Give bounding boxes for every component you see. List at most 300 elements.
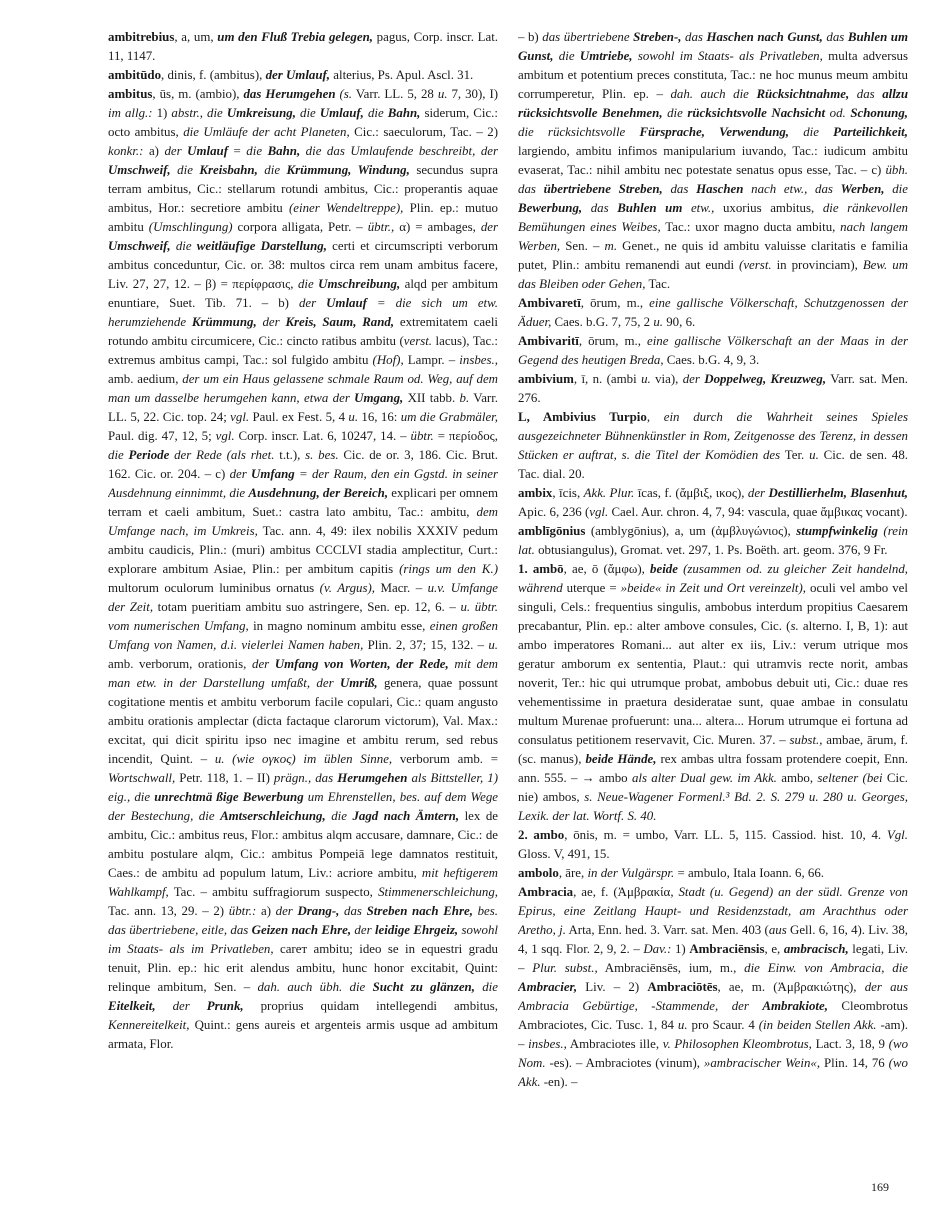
- entry-text-segment: 1): [671, 942, 690, 956]
- entry-text-segment: Plin. 14, 76: [820, 1056, 889, 1070]
- entry-text-segment: (rein lat.: [518, 524, 908, 557]
- entry-text-segment: ,: [646, 410, 664, 424]
- entry-text-segment: der: [480, 220, 498, 234]
- dictionary-entry: [108, 28, 498, 66]
- entry-text-segment: Bahn,: [387, 106, 421, 120]
- entry-text-segment: , dinis, f. (ambitus),: [161, 68, 266, 82]
- entry-text-segment: , ūs, m. (ambio),: [152, 87, 244, 101]
- dictionary-entry: [518, 28, 908, 294]
- entry-text-segment: Varr. sat. Men. 276.: [518, 372, 908, 405]
- entry-text-segment: die Einw. von Ambracia, die: [744, 961, 908, 975]
- entry-text-segment: = ambulo, Itala Ioann. 6, 66.: [674, 866, 824, 880]
- entry-text-segment: (wie ογκος): [224, 752, 304, 766]
- entry-headword: ambitus: [108, 87, 153, 101]
- entry-text-segment: Corp. inscr. Lat. 6, 10247, 14. –: [234, 429, 411, 443]
- entry-text-segment: ambo,: [776, 771, 818, 785]
- entry-text-segment: seltener (bei: [817, 771, 883, 785]
- entry-text-segment: pro Scaur. 4: [687, 1018, 759, 1032]
- entry-text-segment: Haschen: [696, 182, 744, 196]
- entry-text-segment: u.: [214, 752, 225, 766]
- entry-text-segment: b.: [459, 391, 470, 405]
- entry-text-segment: , āre,: [558, 866, 588, 880]
- entry-text-segment: dah. auch übh. die: [257, 980, 373, 994]
- entry-text-segment: Tac. ann. 4, 49: ilex nobilis XXXIV pedum ambitu caudicis, Plin.: (muri) ambitus CCCLVI stadia amplectitur, Curt.: explorare ambitum Asiae, Plin.: per ambitum capitis: [108, 524, 498, 576]
- entry-text-segment: (Hof),: [372, 353, 404, 367]
- entry-text-segment: , ae, m. (Ἀμβρακιώτης),: [717, 980, 865, 994]
- entry-text-segment: Lampr. –: [403, 353, 460, 367]
- entry-text-segment: der: [229, 467, 252, 481]
- entry-text-segment: Tac.: uxor magno ducta ambitu,: [660, 220, 841, 234]
- entry-text-segment: die: [553, 49, 580, 63]
- entry-text-segment: Sen. –: [560, 239, 605, 253]
- entry-text-segment: =: [228, 144, 247, 158]
- entry-text-segment: »ambracischer Wein«,: [703, 1056, 821, 1070]
- dictionary-entry: [518, 560, 908, 826]
- entry-text-segment: Varr. LL. 5, 22. Cic. top. 24;: [108, 391, 498, 424]
- entry-text-segment: bes. das übertriebene, eitle, das: [108, 904, 498, 937]
- entry-text-segment: Schonung,: [850, 106, 908, 120]
- entry-text-segment: übertriebene Streben,: [543, 182, 663, 196]
- entry-text-segment: s.: [790, 619, 799, 633]
- entry-text-segment: (verst.: [739, 258, 772, 272]
- entry-text-segment: Umtriebe,: [579, 49, 633, 63]
- entry-text-segment: Ambrakiote,: [762, 999, 828, 1013]
- entry-text-segment: = περίοδος,: [433, 429, 498, 443]
- entry-text-segment: übh. das: [518, 163, 908, 196]
- entry-text-segment: die: [170, 163, 200, 177]
- entry-text-segment: subst.,: [789, 733, 823, 747]
- entry-text-segment: der Rede (als rhet.: [169, 448, 280, 462]
- entry-text-segment: Ambracier,: [518, 980, 578, 994]
- entry-text-segment: corpora alligata, Petr. –: [232, 220, 368, 234]
- entry-text-segment: der: [351, 923, 375, 937]
- entry-text-segment: mit dem man etw. in der Darstellung umfaßt, der: [108, 657, 498, 690]
- entry-text-segment: »beide« in Zeit und Ort vereinzelt),: [620, 581, 806, 595]
- entry-text-segment: uxorius ambitus,: [714, 201, 823, 215]
- entry-text-segment: u. übtr. vom numerischen Umfang,: [108, 600, 498, 633]
- entry-text-segment: pagus, Corp. inscr. Lat. 11, 1147.: [108, 30, 498, 63]
- entry-text-segment: weitläufige Darstellung,: [196, 239, 327, 253]
- entry-text-segment: abstr., die: [171, 106, 227, 120]
- entry-text-segment: die: [297, 277, 319, 291]
- entry-text-segment: Bahn,: [267, 144, 301, 158]
- dictionary-entry: [518, 826, 908, 864]
- entry-text-segment: die Umläufe der acht Planeten,: [183, 125, 350, 139]
- page-number: 169: [871, 1180, 889, 1194]
- entry-text-segment: Sucht zu glänzen,: [372, 980, 475, 994]
- entry-text-segment: Akk. Plur.: [583, 486, 635, 500]
- entry-text-segment: Werben,: [840, 182, 885, 196]
- entry-text-segment: Gell. 6, 16, 4). Liv. 38, 4, 1 sqq. Flor. 2, 9, 2. –: [518, 923, 908, 956]
- entry-text-segment: Doppelweg, Kreuzweg,: [704, 372, 827, 386]
- entry-text-segment: der aus Ambracia Gebürtige, -Stammende, der: [518, 980, 908, 1013]
- entry-text-segment: (v. Argus),: [319, 581, 376, 595]
- entry-text-segment: Liv. – 2): [577, 980, 648, 994]
- entry-text-segment: Umlauf: [326, 296, 367, 310]
- entry-text-segment: 7, 30), I): [447, 87, 498, 101]
- entry-text-segment: Caes. b.G. 4, 9, 3.: [663, 353, 760, 367]
- entry-text-segment: Wortschwall,: [108, 771, 176, 785]
- entry-text-segment: genera, quae possunt cogitatione mentis et ambitu verborum facile copulari, Cic.: quam angusto ambitu orationis amplectar (dicta factaque clarorum victorum), Val. Max.: excitat, qui dicit spiritu ipso nec imagine et ambitu rerum, sed rebus incendit, Quint. –: [108, 676, 498, 766]
- entry-text-segment: = die sich um etw. herumziehende: [108, 296, 498, 329]
- entry-text-segment: s. bes.: [305, 448, 339, 462]
- entry-text-segment: um die Grabmäler,: [400, 410, 498, 424]
- entry-text-segment: (wo Akk.: [518, 1056, 908, 1089]
- entry-text-segment: sowohl im Staats- als Privatleben,: [632, 49, 823, 63]
- entry-text-segment: extremitatem caeli rotundo ambitu circumicere, Cic.: cincto ratibus ambitu (: [108, 315, 498, 348]
- entry-text-segment: lex de ambitu, Cic.: ambitus reus, Flor.: ambitus alqm accusare, damnare, Cic.: de ambitu postulare alqm, Cic.: ambitus Pompeiā lege damnatos restituit, Caes.: de ambitu ad populum latum, Liv.: acriore ambitu,: [108, 809, 498, 880]
- entry-text-segment: Jagd nach Ämtern,: [352, 809, 460, 823]
- dictionary-entry: [518, 294, 908, 332]
- entry-text-segment: (Umschlingung): [148, 220, 233, 234]
- entry-text-segment: vgl.: [589, 505, 609, 519]
- entry-text-segment: = der Raum, den ein Ggstd. in seiner Ausdehnung einnimmt, die: [108, 467, 498, 500]
- entry-text-segment: s. Neue-Wagener Formenl.³ Bd. 2. S. 279 u. 280 u. Georges, Lexik. der lat. Wortf. S. 40.: [518, 790, 908, 823]
- entry-text-segment: s.: [343, 87, 353, 101]
- entry-text-segment: ambae, ārum, f. (sc. manus),: [518, 733, 908, 766]
- entry-text-segment: Umlauf: [187, 144, 228, 158]
- entry-text-segment: alqd per ambitum enuntiare, Suet. Tib. 71. – b): [108, 277, 498, 310]
- entry-text-segment: um den Fluß Trebia gelegen,: [217, 30, 373, 44]
- entry-text-segment: amb. verborum, orationis,: [108, 657, 253, 671]
- entry-text-segment: Umfang: [251, 467, 295, 481]
- entry-text-segment: -en). –: [540, 1075, 578, 1089]
- entry-text-segment: der: [256, 315, 286, 329]
- entry-text-segment: Umschweif,: [108, 239, 171, 253]
- entry-headword: ambitūdo: [108, 68, 162, 82]
- entry-text-segment: Krümmung, Windung,: [286, 163, 410, 177]
- entry-text-segment: Ausdehnung, der Bereich,: [248, 486, 389, 500]
- entry-text-segment: der: [298, 296, 327, 310]
- entry-text-segment: übtr.,: [367, 220, 395, 234]
- entry-text-segment: der: [252, 657, 275, 671]
- entry-text-segment: im allg.:: [108, 106, 153, 120]
- entry-text-segment: Plur. subst.,: [532, 961, 598, 975]
- entry-text-segment: uterque =: [562, 581, 621, 595]
- entry-text-segment: īcas, f. (ἄμβιξ, ικος),: [634, 486, 748, 500]
- entry-text-segment: siderum, Cic.: octo ambitus,: [108, 106, 498, 139]
- entry-text-segment: das: [339, 904, 367, 918]
- entry-text-segment: dah. auch die: [670, 87, 757, 101]
- entry-text-segment: der: [682, 372, 705, 386]
- entry-headword: ambix: [518, 486, 553, 500]
- entry-text-segment: u.: [437, 87, 448, 101]
- entry-text-segment: Lact. 3, 18, 9: [811, 1037, 889, 1051]
- entry-text-segment: nach etw., das: [743, 182, 841, 196]
- dictionary-entry: [518, 522, 908, 560]
- entry-text-segment: carет ambitu; ideo se in equestri gradu tenuit, Plin. ep.: hic erit alendus ambitu, hunc honor excitabit, Quint: relinque ambitum, Sen. –: [108, 942, 498, 994]
- entry-text-segment: , e,: [764, 942, 784, 956]
- entry-text-segment: (zusammen od. zu gleicher Zeit handelnd, während: [518, 562, 908, 595]
- entry-text-segment: die: [884, 182, 908, 196]
- entry-text-segment: das: [662, 182, 697, 196]
- entry-text-segment: Macr. –: [375, 581, 428, 595]
- entry-text-segment: Buhlen um: [617, 201, 683, 215]
- entry-text-segment: die: [257, 163, 287, 177]
- left-column: [108, 28, 498, 1178]
- entry-text-segment: etw.,: [682, 201, 715, 215]
- entry-text-segment: Tac.: [645, 277, 671, 291]
- entry-text-segment: beide Hände,: [585, 752, 657, 766]
- entry-text-segment: Umriß,: [339, 676, 378, 690]
- entry-text-segment: übtr.: [410, 429, 434, 443]
- entry-text-segment: Amtserschleichung,: [220, 809, 326, 823]
- entry-text-segment: in provinciam),: [771, 258, 863, 272]
- entry-text-segment: das: [681, 30, 707, 44]
- entry-text-segment: od.: [825, 106, 851, 120]
- entry-text-segment: Cic. de or. 3, 186. Cic. Brut. 162. Cic. or. 204. – c): [108, 448, 498, 481]
- entry-text-segment: beide: [650, 562, 678, 576]
- entry-text-segment: verborum amb. =: [392, 752, 498, 766]
- entry-text-segment: Kreisbahn,: [199, 163, 258, 177]
- entry-text-segment: die: [474, 980, 498, 994]
- entry-headword: Ambracia: [518, 885, 574, 899]
- entry-text-segment: Bew. um das Bleiben oder Gehen,: [518, 258, 908, 291]
- entry-text-segment: die: [108, 448, 129, 462]
- entry-text-segment: certi et circumscripti verborum ambitus conceduntur, Cic. or. 38: multos circa rem unam ambitus facere, Liv. 27, 27, 12. – β) = περίφρασις,: [108, 239, 498, 291]
- entry-text-segment: verst.: [403, 334, 433, 348]
- entry-text-segment: Buhlen um Gunst,: [518, 30, 908, 63]
- entry-text-segment: insbes.,: [459, 353, 498, 367]
- entry-text-segment: Varr. LL. 5, 28: [352, 87, 438, 101]
- entry-text-segment: totam pueritiam ambitu suo astringere, Sen. ep. 12, 6. –: [153, 600, 461, 614]
- entry-text-segment: Kreis, Saum, Rand,: [285, 315, 395, 329]
- entry-text-segment: die das Umlaufende beschreibt, der: [300, 144, 498, 158]
- entry-text-segment: rücksichtsvolle Nachsicht: [687, 106, 826, 120]
- entry-headword: ambivium: [518, 372, 574, 386]
- entry-text-segment: um Ehrenstellen, bes. auf dem Wege der Bestechung, die: [108, 790, 498, 823]
- entry-text-segment: Umlauf,: [319, 106, 364, 120]
- entry-headword: 1. ambō: [518, 562, 564, 576]
- entry-text-segment: Umkreisung,: [226, 106, 296, 120]
- entry-text-segment: – b): [518, 30, 543, 44]
- entry-text-segment: (amblygōnius), a, um (ἀμβλυγώνιος),: [585, 524, 797, 538]
- entry-text-segment: Plin. 2, 37; 15, 132. –: [363, 638, 489, 652]
- entry-text-segment: explicari per omnem terram et caeli ambitum, Suet.: castra lato ambitu, Tac.: ambitu,: [108, 486, 498, 519]
- entry-text-segment: die: [662, 106, 688, 120]
- entry-text-segment: die ränkevollen Bemühungen eines Weibes,: [518, 201, 908, 234]
- entry-text-segment: t.t.),: [279, 448, 306, 462]
- entry-text-segment: Tac. ann. 13, 29. – 2): [108, 904, 229, 918]
- entry-text-segment: das: [849, 87, 883, 101]
- entry-text-segment: Arta, Enn. hed. 3. Varr. sat. Men. 403 (: [565, 923, 769, 937]
- entry-text-segment: Cael. Aur. chron. 4, 7, 94: vascula, quae ἄμβικας vocant).: [608, 505, 908, 519]
- entry-text-segment: Parteilichkeit,: [833, 125, 908, 139]
- entry-text-segment: Quint.: gens aureis et argenteis armis usque ad ambitum armata, Flor.: [108, 1018, 498, 1051]
- entry-text-segment: a): [256, 904, 276, 918]
- entry-text-segment: Ambraciēnsis: [689, 942, 765, 956]
- entry-text-segment: die: [789, 125, 834, 139]
- entry-text-segment: multa adversus ambitum et potentium preces constituta, Tac.: ne hoc munus meum ambitu corrumperetur, Plin. ep. –: [518, 49, 908, 101]
- entry-text-segment: Genet., ne quis id ambitu valuisse claritatis e familia putet, Plin.: ambitu remanendi aut eundi: [518, 239, 908, 272]
- entry-text-segment: m.: [604, 239, 618, 253]
- entry-text-segment: Drang-,: [297, 904, 340, 918]
- entry-text-segment: 90, 6.: [663, 315, 696, 329]
- entry-text-segment: multorum oculorum luminibus ornatus: [108, 581, 320, 595]
- entry-text-segment: eine gallische Völkerschaft an der Maas in der Gegend des heutigen Breda,: [518, 334, 908, 367]
- entry-text-segment: als alter Dual gew. im Akk.: [631, 771, 777, 785]
- entry-text-segment: der: [164, 144, 188, 158]
- entry-text-segment: Herumgehen: [337, 771, 408, 785]
- entry-text-segment: Umschweif,: [108, 163, 171, 177]
- entry-text-segment: leidige Ehrgeiz,: [374, 923, 459, 937]
- entry-text-segment: Vgl.: [886, 828, 908, 842]
- entry-text-segment: amb. aedium,: [108, 372, 183, 386]
- entry-text-segment: das: [582, 201, 618, 215]
- entry-text-segment: Cic. de sen. 48. Tac. dial. 20.: [518, 448, 908, 481]
- entry-text-segment: die: [246, 144, 268, 158]
- entry-text-segment: secundus supra terram ambitus, Cic.: stellarum rotundi ambitus, Cic.: properantis aquae ambitus, Hor.: secretiore ambitu: [108, 163, 498, 215]
- entry-headword: 2. ambo: [518, 828, 565, 842]
- entry-text-segment: 1): [152, 106, 172, 120]
- entry-text-segment: (wo Nom.: [518, 1037, 908, 1070]
- entry-text-segment: Streben-,: [633, 30, 682, 44]
- entry-text-segment: eine gallische Völkerschaft, Schutzgenossen der Äduer,: [518, 296, 908, 329]
- entry-text-segment: , īcis,: [552, 486, 584, 500]
- entry-text-segment: Ter.: [780, 448, 810, 462]
- entry-text-segment: -am). –: [518, 1018, 908, 1051]
- entry-text-segment: Gloss. V, 491, 15.: [518, 847, 610, 861]
- entry-text-segment: nach langem Werben,: [518, 220, 908, 253]
- entry-text-segment: via),: [650, 372, 683, 386]
- entry-text-segment: Cic.: saeculorum, Tac. – 2): [349, 125, 498, 139]
- entry-text-segment: u.: [809, 448, 819, 462]
- entry-text-segment: Bewerbung,: [518, 201, 583, 215]
- entry-text-segment: u.: [653, 315, 664, 329]
- entry-text-segment: einen großen Umfang von Namen, d.i. vielerlei Namen haben,: [108, 619, 498, 652]
- entry-text-segment: die rücksichtsvolle: [518, 125, 640, 139]
- entry-headword: ambitrebius: [108, 30, 175, 44]
- entry-text-segment: obtusiangulus), Gromat. vet. 297, 1. Ps. Boëth. art. geom. 376, 9 Fr.: [534, 543, 888, 557]
- entry-text-segment: Umschreibung,: [318, 277, 401, 291]
- entry-text-segment: stumpfwinkelig: [796, 524, 878, 538]
- entry-headword: L, Ambivius Turpio: [518, 410, 647, 424]
- entry-text-segment: Periode: [128, 448, 170, 462]
- entry-text-segment: Umgang,: [354, 391, 404, 405]
- entry-text-segment: der: [275, 904, 298, 918]
- entry-text-segment: aus: [768, 923, 787, 937]
- entry-text-segment: der um ein Haus gelassene schmale Raum od. Weg, auf dem man um dasselbe herumgehen kann, etwa der: [108, 372, 498, 405]
- right-column: [518, 28, 908, 1178]
- entry-text-segment: (einer Wendeltreppe),: [288, 201, 404, 215]
- entry-text-segment: übtr.:: [228, 904, 257, 918]
- entry-headword: Ambivaretī: [518, 296, 581, 310]
- entry-text-segment: Cic. nie) ambos,: [518, 771, 908, 804]
- entry-text-segment: Caes. b.G. 7, 75, 2: [551, 315, 654, 329]
- entry-text-segment: Petr. 118, 1. – II): [175, 771, 274, 785]
- entry-text-segment: Ambraciēnsēs, ium, m.,: [597, 961, 745, 975]
- entry-text-segment: Haschen nach Gunst,: [706, 30, 823, 44]
- entry-text-segment: Tac. – ambitu suffragiorum suspecto,: [168, 885, 379, 899]
- entry-text-segment: der: [747, 486, 769, 500]
- entry-text-segment: , ae, f. (Ἀμβρακία,: [573, 885, 679, 899]
- entry-text-segment: insbes.,: [528, 1037, 567, 1051]
- entry-text-segment: Paul. dig. 47, 12, 5;: [108, 429, 216, 443]
- entry-text-segment: lacus), Tac.: extremus ambitus campi, Tac.: sol fulgido ambitu: [108, 334, 498, 367]
- entry-text-segment: Geizen nach Ehre,: [251, 923, 352, 937]
- entry-text-segment: u.v. Umfange der Zeit,: [108, 581, 498, 614]
- dictionary-entry: [518, 883, 908, 1092]
- entry-text-segment: rex ambas ultra fossam protendere coepit, Enn. ann. 555. – → ambo: [518, 752, 908, 785]
- entry-text-segment: Prunk,: [206, 999, 244, 1013]
- entry-text-segment: Streben nach Ehre,: [366, 904, 473, 918]
- entry-text-segment: -es). – Ambraciotes (vinum),: [545, 1056, 704, 1070]
- entry-text-segment: Plin. ep.: mutuo ambitu: [108, 201, 498, 234]
- entry-text-segment: als Bittsteller, 1) eig., die: [108, 771, 498, 804]
- entry-text-segment: ein durch die Wahrheit seines Spieles ausgezeichneter Bühnenkünstler in Rom, Zeitgenosse des Terenz, in dessen Stücken er auftrat, s. die Titel der Komödien des: [518, 410, 908, 462]
- dictionary-entry: [518, 484, 908, 522]
- entry-text-segment: der Umlauf,: [265, 68, 331, 82]
- entry-text-segment: (in beiden Stellen Akk.: [758, 1018, 877, 1032]
- entry-text-segment: die: [295, 106, 320, 120]
- entry-text-segment: largiendo, ambitu infimos manipularium iuvando, Tac.: iudicum ambitu evaserat, Tac.: nihil ambitu nec potestate senatus opus esse, Tac. – c): [518, 144, 908, 177]
- entry-text-segment: ambracisch,: [783, 942, 849, 956]
- entry-text-segment: (rings um den K.): [399, 562, 498, 576]
- dictionary-entry: [518, 332, 908, 370]
- entry-text-segment: , a, um,: [174, 30, 218, 44]
- entry-text-segment: Destillierhelm, Blasenhut,: [768, 486, 908, 500]
- entry-text-segment: v. Philosophen Kleombrotus,: [662, 1037, 812, 1051]
- entry-text-segment: u.: [348, 410, 359, 424]
- entry-text-segment: Paul. ex Fest. 5, 4: [249, 410, 349, 424]
- entry-text-segment: , ōnis, m. = umbo, Varr. LL. 5, 115. Cassiod. hist. 10, 4.: [564, 828, 887, 842]
- entry-text-segment: XII tabb.: [403, 391, 460, 405]
- entry-text-segment: Apic. 6, 236 (: [518, 505, 590, 519]
- entry-text-segment: oculi vel ambo vel singuli, Cels.: frequentius singulis, ambobus interdum propitius Caesarem precabantur, Plin. ep.: alter ambove consules, Cic. (: [518, 581, 908, 633]
- entry-text-segment: vgl.: [215, 429, 235, 443]
- entry-text-segment: in der Vulgärspr.: [587, 866, 675, 880]
- entry-text-segment: der: [155, 999, 207, 1013]
- entry-text-segment: proprius quidam intellegendi ambitus,: [243, 999, 498, 1013]
- entry-text-segment: u.: [488, 638, 498, 652]
- entry-text-segment: im üblen Sinne,: [303, 752, 393, 766]
- entry-text-segment: , ōrum, m.,: [578, 334, 647, 348]
- entry-text-segment: Umfang von Worten, der Rede,: [274, 657, 449, 671]
- entry-text-segment: Ambraciotes ille,: [566, 1037, 663, 1051]
- entry-text-segment: Kennereitelkeit,: [108, 1018, 190, 1032]
- dictionary-entry: [108, 85, 498, 1054]
- entry-text-segment: , ōrum, m.,: [580, 296, 650, 310]
- entry-text-segment: das übertriebene: [542, 30, 634, 44]
- entry-text-segment: α) = ambages,: [394, 220, 481, 234]
- entry-text-segment: alterno. I, B, 1): aut ambo imperatores Romani... aut alter ex iis, Liv.: verum utrique mos geratur amborum ex sententia, Plaut.: qui utramvis recte norit, ambas noverit, Ter.: hic qui utrumque probat, ambobus debuit uti, Cic.: duae res vehementissime in praetura desideratae sunt, quae ambae in consulatu multum Murenae profuerunt: una... altera... Horum utrumque ei fortuna ad consulatus petitionem reservavit, Cic. Muren. 37. –: [518, 619, 908, 747]
- dictionary-entry: [108, 66, 498, 85]
- entry-text-segment: unrechtmä ßige Bewerbung: [154, 790, 304, 804]
- dictionary-entry: [518, 864, 908, 883]
- entry-text-segment: Ambraciōtēs: [647, 980, 718, 994]
- entry-text-segment: Rücksichtnahme,: [756, 87, 850, 101]
- entry-text-segment: die: [170, 239, 197, 253]
- entry-text-segment: allzu rücksichtsvolle Benehmen,: [518, 87, 908, 120]
- entry-headword: amblīgōnius: [518, 524, 586, 538]
- entry-text-segment: alterius, Ps. Apul. Ascl. 31.: [330, 68, 474, 82]
- entry-text-segment: legati, Liv. –: [518, 942, 908, 975]
- entry-text-segment: in magno nominum ambitu esse,: [248, 619, 430, 633]
- entry-text-segment: Stimmenerschleichung,: [378, 885, 498, 899]
- entry-text-segment: vgl.: [230, 410, 250, 424]
- entry-text-segment: mit heftigerem Wahlkampf,: [108, 866, 498, 899]
- entry-text-segment: das: [822, 30, 848, 44]
- entry-headword: Ambivaritī: [518, 334, 579, 348]
- entry-text-segment: 16, 16:: [358, 410, 401, 424]
- entry-headword: ambolo: [518, 866, 559, 880]
- entry-text-segment: Dav.:: [643, 942, 672, 956]
- dictionary-entry: [518, 370, 908, 408]
- entry-text-segment: (: [335, 87, 344, 101]
- entry-text-segment: dem Umfange nach, im Umkreis,: [108, 505, 498, 538]
- entry-text-segment: Stadt (u. Gegend) an der südl. Grenze von Epirus, eine Zeitlang Haupt- und Residenzstadt, am Arachthus oder Aretho, j.: [518, 885, 908, 937]
- entry-text-segment: Cleombrotus Ambraciotes, Cic. Tusc. 1, 84: [518, 999, 908, 1032]
